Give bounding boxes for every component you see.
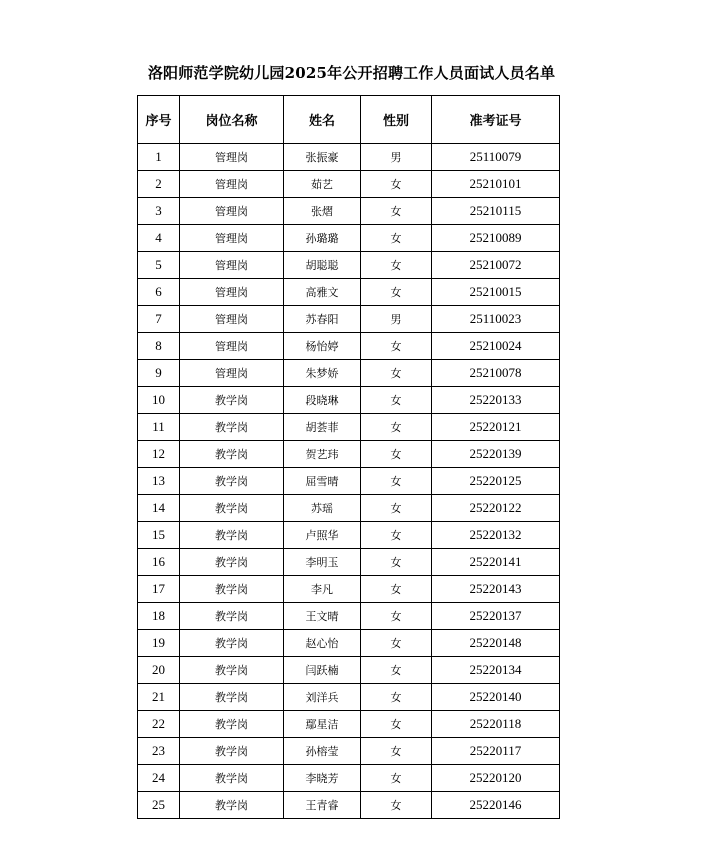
table-row (138, 738, 560, 765)
cell-gender: 女 (361, 468, 432, 495)
table-row (138, 333, 560, 360)
cell-seq: 9 (138, 360, 180, 387)
page-title: 洛阳师范学院幼儿园2025年公开招聘工作人员面试人员名单 (147, 64, 556, 82)
table-row (138, 657, 560, 684)
cell-seq: 8 (138, 333, 180, 360)
cell-gender: 女 (361, 765, 432, 792)
cell-seq: 22 (138, 711, 180, 738)
table-row (138, 630, 560, 657)
cell-exam-id: 25220133 (432, 387, 560, 414)
cell-seq: 6 (138, 279, 180, 306)
cell-exam-id: 25220134 (432, 657, 560, 684)
cell-seq: 15 (138, 522, 180, 549)
cell-exam-id: 25220143 (432, 576, 560, 603)
cell-seq: 12 (138, 441, 180, 468)
cell-gender: 女 (361, 522, 432, 549)
cell-name: 李凡 (284, 576, 361, 603)
cell-seq: 4 (138, 225, 180, 252)
table-row (138, 414, 560, 441)
cell-name: 孙璐璐 (284, 225, 361, 252)
cell-position: 教学岗 (180, 792, 284, 819)
cell-gender: 女 (361, 414, 432, 441)
cell-exam-id: 25210115 (432, 198, 560, 225)
cell-seq: 13 (138, 468, 180, 495)
cell-name: 李明玉 (284, 549, 361, 576)
cell-position: 管理岗 (180, 360, 284, 387)
cell-exam-id: 25220122 (432, 495, 560, 522)
cell-position: 教学岗 (180, 711, 284, 738)
table-row (138, 198, 560, 225)
cell-name: 胡聪聪 (284, 252, 361, 279)
column-header-exam-id: 准考证号 (432, 96, 560, 144)
cell-exam-id: 25220139 (432, 441, 560, 468)
cell-exam-id: 25220132 (432, 522, 560, 549)
cell-seq: 2 (138, 171, 180, 198)
cell-seq: 3 (138, 198, 180, 225)
table-row (138, 603, 560, 630)
cell-seq: 23 (138, 738, 180, 765)
cell-position: 教学岗 (180, 684, 284, 711)
cell-seq: 18 (138, 603, 180, 630)
cell-gender: 女 (361, 387, 432, 414)
cell-gender: 女 (361, 333, 432, 360)
cell-gender: 女 (361, 630, 432, 657)
cell-seq: 5 (138, 252, 180, 279)
candidate-table (137, 95, 560, 819)
cell-exam-id: 25220118 (432, 711, 560, 738)
cell-exam-id: 25210072 (432, 252, 560, 279)
cell-gender: 女 (361, 711, 432, 738)
table-row (138, 225, 560, 252)
cell-name: 段晓琳 (284, 387, 361, 414)
column-header-gender: 性别 (361, 96, 432, 144)
cell-seq: 11 (138, 414, 180, 441)
cell-position: 教学岗 (180, 495, 284, 522)
cell-gender: 女 (361, 549, 432, 576)
cell-seq: 24 (138, 765, 180, 792)
cell-name: 苏瑶 (284, 495, 361, 522)
cell-exam-id: 25220146 (432, 792, 560, 819)
cell-exam-id: 25220121 (432, 414, 560, 441)
cell-gender: 女 (361, 495, 432, 522)
cell-position: 教学岗 (180, 738, 284, 765)
column-header-name: 姓名 (284, 96, 361, 144)
cell-exam-id: 25210089 (432, 225, 560, 252)
cell-exam-id: 25210078 (432, 360, 560, 387)
column-header-seq: 序号 (138, 96, 180, 144)
cell-seq: 16 (138, 549, 180, 576)
table-row (138, 468, 560, 495)
cell-name: 闫跃楠 (284, 657, 361, 684)
cell-gender: 女 (361, 279, 432, 306)
cell-name: 张振豪 (284, 144, 361, 171)
cell-gender: 女 (361, 441, 432, 468)
cell-exam-id: 25210015 (432, 279, 560, 306)
cell-name: 王文晴 (284, 603, 361, 630)
cell-name: 赵心怡 (284, 630, 361, 657)
cell-name: 刘洋兵 (284, 684, 361, 711)
table-row (138, 144, 560, 171)
cell-position: 教学岗 (180, 441, 284, 468)
cell-position: 教学岗 (180, 522, 284, 549)
table-row (138, 711, 560, 738)
cell-gender: 女 (361, 792, 432, 819)
table-row (138, 279, 560, 306)
cell-gender: 女 (361, 603, 432, 630)
cell-name: 屈雪晴 (284, 468, 361, 495)
cell-exam-id: 25220137 (432, 603, 560, 630)
cell-position: 管理岗 (180, 171, 284, 198)
cell-position: 管理岗 (180, 333, 284, 360)
cell-gender: 女 (361, 225, 432, 252)
cell-name: 苏春阳 (284, 306, 361, 333)
cell-name: 茹艺 (284, 171, 361, 198)
cell-position: 教学岗 (180, 657, 284, 684)
table-row (138, 306, 560, 333)
cell-position: 管理岗 (180, 252, 284, 279)
table-row (138, 171, 560, 198)
cell-gender: 男 (361, 306, 432, 333)
cell-gender: 女 (361, 657, 432, 684)
cell-name: 孙榕莹 (284, 738, 361, 765)
cell-gender: 女 (361, 198, 432, 225)
cell-gender: 男 (361, 144, 432, 171)
cell-exam-id: 25220140 (432, 684, 560, 711)
table-row (138, 252, 560, 279)
cell-gender: 女 (361, 684, 432, 711)
cell-position: 教学岗 (180, 387, 284, 414)
cell-exam-id: 25210101 (432, 171, 560, 198)
cell-gender: 女 (361, 252, 432, 279)
table-header-row (138, 96, 560, 144)
cell-seq: 19 (138, 630, 180, 657)
cell-seq: 17 (138, 576, 180, 603)
table-row (138, 522, 560, 549)
cell-name: 张熠 (284, 198, 361, 225)
table-row (138, 684, 560, 711)
cell-name: 王青睿 (284, 792, 361, 819)
cell-position: 管理岗 (180, 198, 284, 225)
cell-seq: 21 (138, 684, 180, 711)
cell-name: 杨怡婷 (284, 333, 361, 360)
cell-exam-id: 25220141 (432, 549, 560, 576)
cell-position: 教学岗 (180, 603, 284, 630)
cell-position: 教学岗 (180, 549, 284, 576)
cell-seq: 1 (138, 144, 180, 171)
cell-gender: 女 (361, 171, 432, 198)
cell-name: 贺艺玮 (284, 441, 361, 468)
cell-seq: 20 (138, 657, 180, 684)
cell-position: 管理岗 (180, 144, 284, 171)
cell-name: 李晓芳 (284, 765, 361, 792)
cell-position: 管理岗 (180, 225, 284, 252)
cell-exam-id: 25220125 (432, 468, 560, 495)
table-row (138, 765, 560, 792)
cell-exam-id: 25110023 (432, 306, 560, 333)
table-row (138, 792, 560, 819)
cell-gender: 女 (361, 360, 432, 387)
table-row (138, 360, 560, 387)
cell-gender: 女 (361, 738, 432, 765)
cell-seq: 25 (138, 792, 180, 819)
cell-seq: 14 (138, 495, 180, 522)
cell-exam-id: 25210024 (432, 333, 560, 360)
cell-exam-id: 25220148 (432, 630, 560, 657)
cell-name: 高雅文 (284, 279, 361, 306)
cell-exam-id: 25220120 (432, 765, 560, 792)
table-row (138, 441, 560, 468)
cell-position: 管理岗 (180, 306, 284, 333)
cell-exam-id: 25220117 (432, 738, 560, 765)
cell-position: 教学岗 (180, 468, 284, 495)
cell-name: 胡荟菲 (284, 414, 361, 441)
table-row (138, 387, 560, 414)
cell-seq: 7 (138, 306, 180, 333)
table-row (138, 549, 560, 576)
cell-position: 教学岗 (180, 576, 284, 603)
cell-gender: 女 (361, 576, 432, 603)
table-row (138, 576, 560, 603)
cell-exam-id: 25110079 (432, 144, 560, 171)
cell-position: 教学岗 (180, 414, 284, 441)
cell-name: 朱梦娇 (284, 360, 361, 387)
cell-position: 教学岗 (180, 765, 284, 792)
cell-position: 教学岗 (180, 630, 284, 657)
cell-name: 鄢星洁 (284, 711, 361, 738)
cell-position: 管理岗 (180, 279, 284, 306)
column-header-position: 岗位名称 (180, 96, 284, 144)
cell-name: 卢照华 (284, 522, 361, 549)
table-row (138, 495, 560, 522)
cell-seq: 10 (138, 387, 180, 414)
table-body (138, 144, 560, 819)
